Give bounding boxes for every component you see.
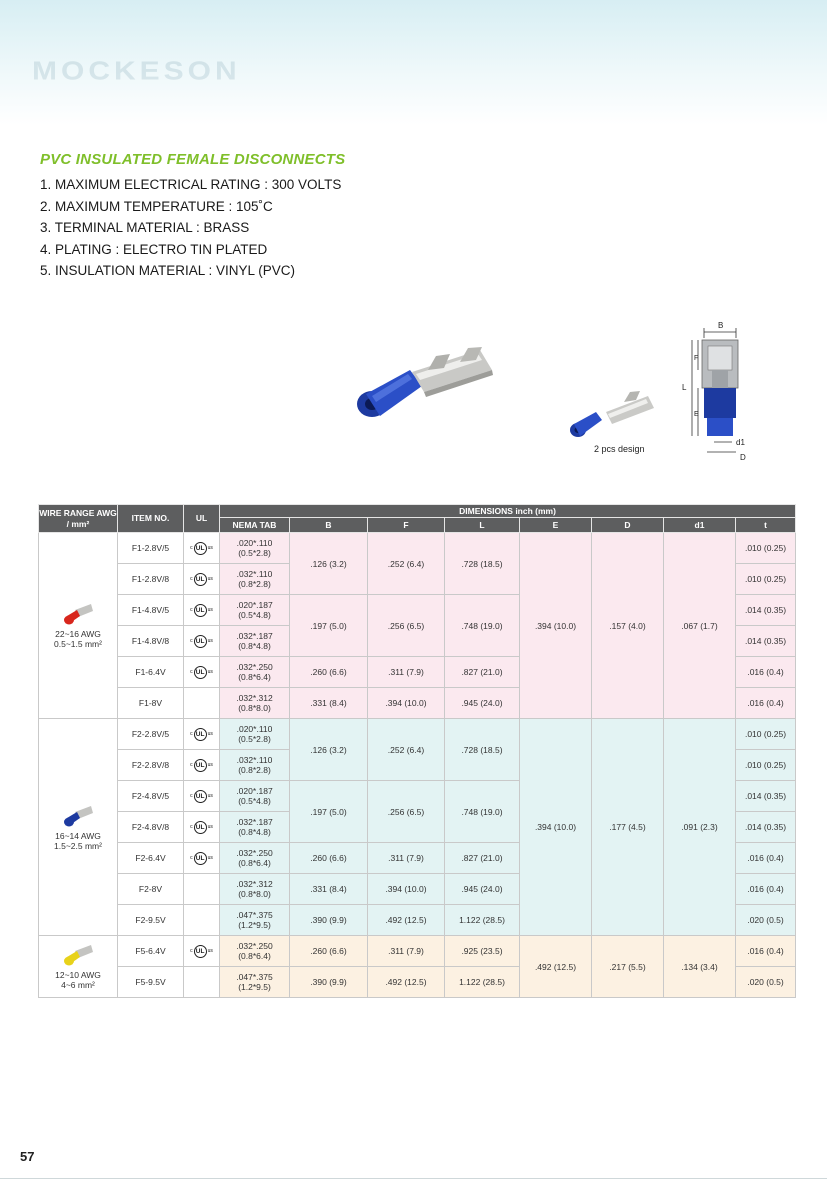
header-f: F [368,518,445,533]
dim-d: .177 (4.5) [592,719,664,936]
nema-tab-cell: .032*.187 (0.8*4.8) [220,626,290,657]
ul-cell [184,967,220,998]
wire-range-cell [39,533,118,719]
item-number: F1-2.8V/8 [118,564,184,595]
dim-t: .016 (0.4) [736,874,796,905]
spec-item: 3. TERMINAL MATERIAL : BRASS [40,220,250,235]
page-title: PVC INSULATED FEMALE DISCONNECTS [40,151,346,168]
nema-tab-cell: .020*.110 (0.5*2.8) [220,719,290,750]
dim-b: .331 (8.4) [290,874,368,905]
dim-l: .827 (21.0) [445,657,520,688]
dim-t: .014 (0.35) [736,595,796,626]
ul-listed-icon: c UL us [190,635,213,648]
spec-item: 4. PLATING : ELECTRO TIN PLATED [40,241,268,257]
dimension-diagram [674,318,770,466]
dim-f: .256 (6.5) [368,781,445,843]
item-number: F1-2.8V/5 [118,533,184,564]
terminal-red-icon [63,602,93,626]
dim-label-d: D [740,453,746,462]
nema-tab-cell: .047*.375 (1.2*9.5) [220,905,290,936]
dim-l: .945 (24.0) [445,688,520,719]
dim-l: .728 (18.5) [445,533,520,595]
ul-listed-icon: c UL us [190,821,213,834]
dim-label-d1: d1 [736,438,745,447]
dim-l: .925 (23.5) [445,936,520,967]
ul-cell [184,564,220,595]
item-number: F5-9.5V [118,967,184,998]
dim-l: .827 (21.0) [445,843,520,874]
ul-cell [184,874,220,905]
header-d1: d1 [664,518,736,533]
dim-t: .016 (0.4) [736,936,796,967]
dim-t: .016 (0.4) [736,688,796,719]
terminal-yellow-icon [63,943,93,967]
table-row [39,936,796,967]
item-number: F1-8V [118,688,184,719]
dim-f: .311 (7.9) [368,657,445,688]
item-number: F2-8V [118,874,184,905]
spec-item: 1. MAXIMUM ELECTRICAL RATING : 300 VOLTS [40,177,342,192]
item-number: F2-4.8V/5 [118,781,184,812]
mm-range: 4~6 mm² [61,980,95,990]
dim-label-f: F [694,355,699,362]
dim-t: .010 (0.25) [736,564,796,595]
ul-cell [184,905,220,936]
spec-item: 2. MAXIMUM TEMPERATURE : 105˚C [40,198,273,214]
dim-l: .945 (24.0) [445,874,520,905]
ul-cell [184,595,220,626]
spec-table [38,504,796,998]
dim-e: .394 (10.0) [520,719,592,936]
nema-tab-cell: .032*.250 (0.8*6.4) [220,843,290,874]
dim-f: .256 (6.5) [368,595,445,657]
dim-l: 1.122 (28.5) [445,967,520,998]
dim-d1: .091 (2.3) [664,719,736,936]
dim-d: .217 (5.5) [592,936,664,998]
table-row [39,719,796,750]
table-row [39,533,796,564]
header-wire-range: WIRE RANGE AWG / mm² [39,505,118,533]
dim-l: .728 (18.5) [445,719,520,781]
ul-listed-icon: c UL us [190,759,213,772]
dim-label-l: L [682,383,687,392]
wire-range-cell [39,719,118,936]
mm-range: 0.5~1.5 mm² [54,639,102,649]
spec-table-body [39,533,796,998]
ul-cell [184,719,220,750]
dim-label-e: E [694,411,699,418]
dim-b: .260 (6.6) [290,657,368,688]
nema-tab-cell: .032*.110 (0.8*2.8) [220,750,290,781]
header-nema-tab: NEMA TAB [220,518,290,533]
brand-logo-watermark: MOCKESON [32,57,241,86]
dim-t: .014 (0.35) [736,781,796,812]
dim-b: .197 (5.0) [290,595,368,657]
ul-listed-icon: c UL us [190,790,213,803]
ul-cell [184,626,220,657]
ul-listed-icon: c UL us [190,604,213,617]
dim-t: .020 (0.5) [736,967,796,998]
nema-tab-cell: .032*.250 (0.8*6.4) [220,657,290,688]
ul-cell [184,781,220,812]
header-t: t [736,518,796,533]
header-item-no: ITEM NO. [118,505,184,533]
ul-listed-icon: c UL us [190,728,213,741]
awg-range: 16~14 AWG [55,830,101,841]
dim-label-b: B [718,321,724,330]
dim-t: .016 (0.4) [736,843,796,874]
dim-t: .020 (0.5) [736,905,796,936]
item-number: F2-9.5V [118,905,184,936]
ul-cell [184,750,220,781]
dim-f: .394 (10.0) [368,688,445,719]
dim-e: .492 (12.5) [520,936,592,998]
dim-t: .016 (0.4) [736,657,796,688]
item-number: F1-4.8V/5 [118,595,184,626]
header-dimensions: DIMENSIONS inch (mm) [220,505,796,518]
dim-l: .748 (19.0) [445,595,520,657]
dim-t: .014 (0.35) [736,626,796,657]
nema-tab-cell: .032*.312 (0.8*8.0) [220,688,290,719]
dim-f: .252 (6.4) [368,719,445,781]
nema-tab-cell: .032*.187 (0.8*4.8) [220,812,290,843]
dim-l: 1.122 (28.5) [445,905,520,936]
nema-tab-cell: .020*.187 (0.5*4.8) [220,595,290,626]
nema-tab-cell: .047*.375 (1.2*9.5) [220,967,290,998]
dim-f: .394 (10.0) [368,874,445,905]
header-d: D [592,518,664,533]
nema-tab-cell: .020*.110 (0.5*2.8) [220,533,290,564]
ul-listed-icon: c UL us [190,945,213,958]
ul-listed-icon: c UL us [190,542,213,555]
ul-cell [184,843,220,874]
footer-rule [0,1178,827,1179]
dim-f: .492 (12.5) [368,967,445,998]
dim-f: .311 (7.9) [368,843,445,874]
item-number: F1-6.4V [118,657,184,688]
dim-b: .260 (6.6) [290,843,368,874]
dim-d: .157 (4.0) [592,533,664,719]
dim-f: .311 (7.9) [368,936,445,967]
item-number: F2-4.8V/8 [118,812,184,843]
nema-tab-cell: .020*.187 (0.5*4.8) [220,781,290,812]
mm-range: 1.5~2.5 mm² [54,840,102,851]
wire-range-cell [39,936,118,998]
dim-b: .126 (3.2) [290,533,368,595]
dim-f: .492 (12.5) [368,905,445,936]
dim-f: .252 (6.4) [368,533,445,595]
awg-range: 12~10 AWG [55,970,101,980]
ul-cell [184,936,220,967]
dim-b: .260 (6.6) [290,936,368,967]
dim-l: .748 (19.0) [445,781,520,843]
item-number: F2-2.8V/8 [118,750,184,781]
dim-t: .014 (0.35) [736,812,796,843]
dim-t: .010 (0.25) [736,533,796,564]
dim-b: .390 (9.9) [290,967,368,998]
header-b: B [290,518,368,533]
spec-item: 5. INSULATION MATERIAL : VINYL (PVC) [40,263,296,278]
ul-cell [184,688,220,719]
header-l: L [445,518,520,533]
terminal-blue-icon [63,804,93,828]
nema-tab-cell: .032*.110 (0.8*2.8) [220,564,290,595]
item-number: F2-6.4V [118,843,184,874]
ul-listed-icon: c UL us [190,852,213,865]
dim-b: .331 (8.4) [290,688,368,719]
dim-e: .394 (10.0) [520,533,592,719]
awg-range: 22~16 AWG [55,629,101,639]
page-number: 57 [20,1149,35,1164]
ul-listed-icon: c UL us [190,573,213,586]
dim-t: .010 (0.25) [736,719,796,750]
item-number: F5-6.4V [118,936,184,967]
ul-listed-icon: c UL us [190,666,213,679]
dim-b: .390 (9.9) [290,905,368,936]
photo-caption: 2 pcs design [594,444,645,454]
dim-t: .010 (0.25) [736,750,796,781]
ul-cell [184,812,220,843]
dim-d1: .067 (1.7) [664,533,736,719]
item-number: F2-2.8V/5 [118,719,184,750]
dim-b: .126 (3.2) [290,719,368,781]
female-disconnect-photo [352,342,498,428]
two-piece-design-photo [566,386,658,442]
header-ul: UL [184,505,220,533]
nema-tab-cell: .032*.312 (0.8*8.0) [220,874,290,905]
nema-tab-cell: .032*.250 (0.8*6.4) [220,936,290,967]
ul-cell [184,533,220,564]
spec-list [40,174,341,282]
ul-cell [184,657,220,688]
header-e: E [520,518,592,533]
dim-b: .197 (5.0) [290,781,368,843]
dim-d1: .134 (3.4) [664,936,736,998]
item-number: F1-4.8V/8 [118,626,184,657]
